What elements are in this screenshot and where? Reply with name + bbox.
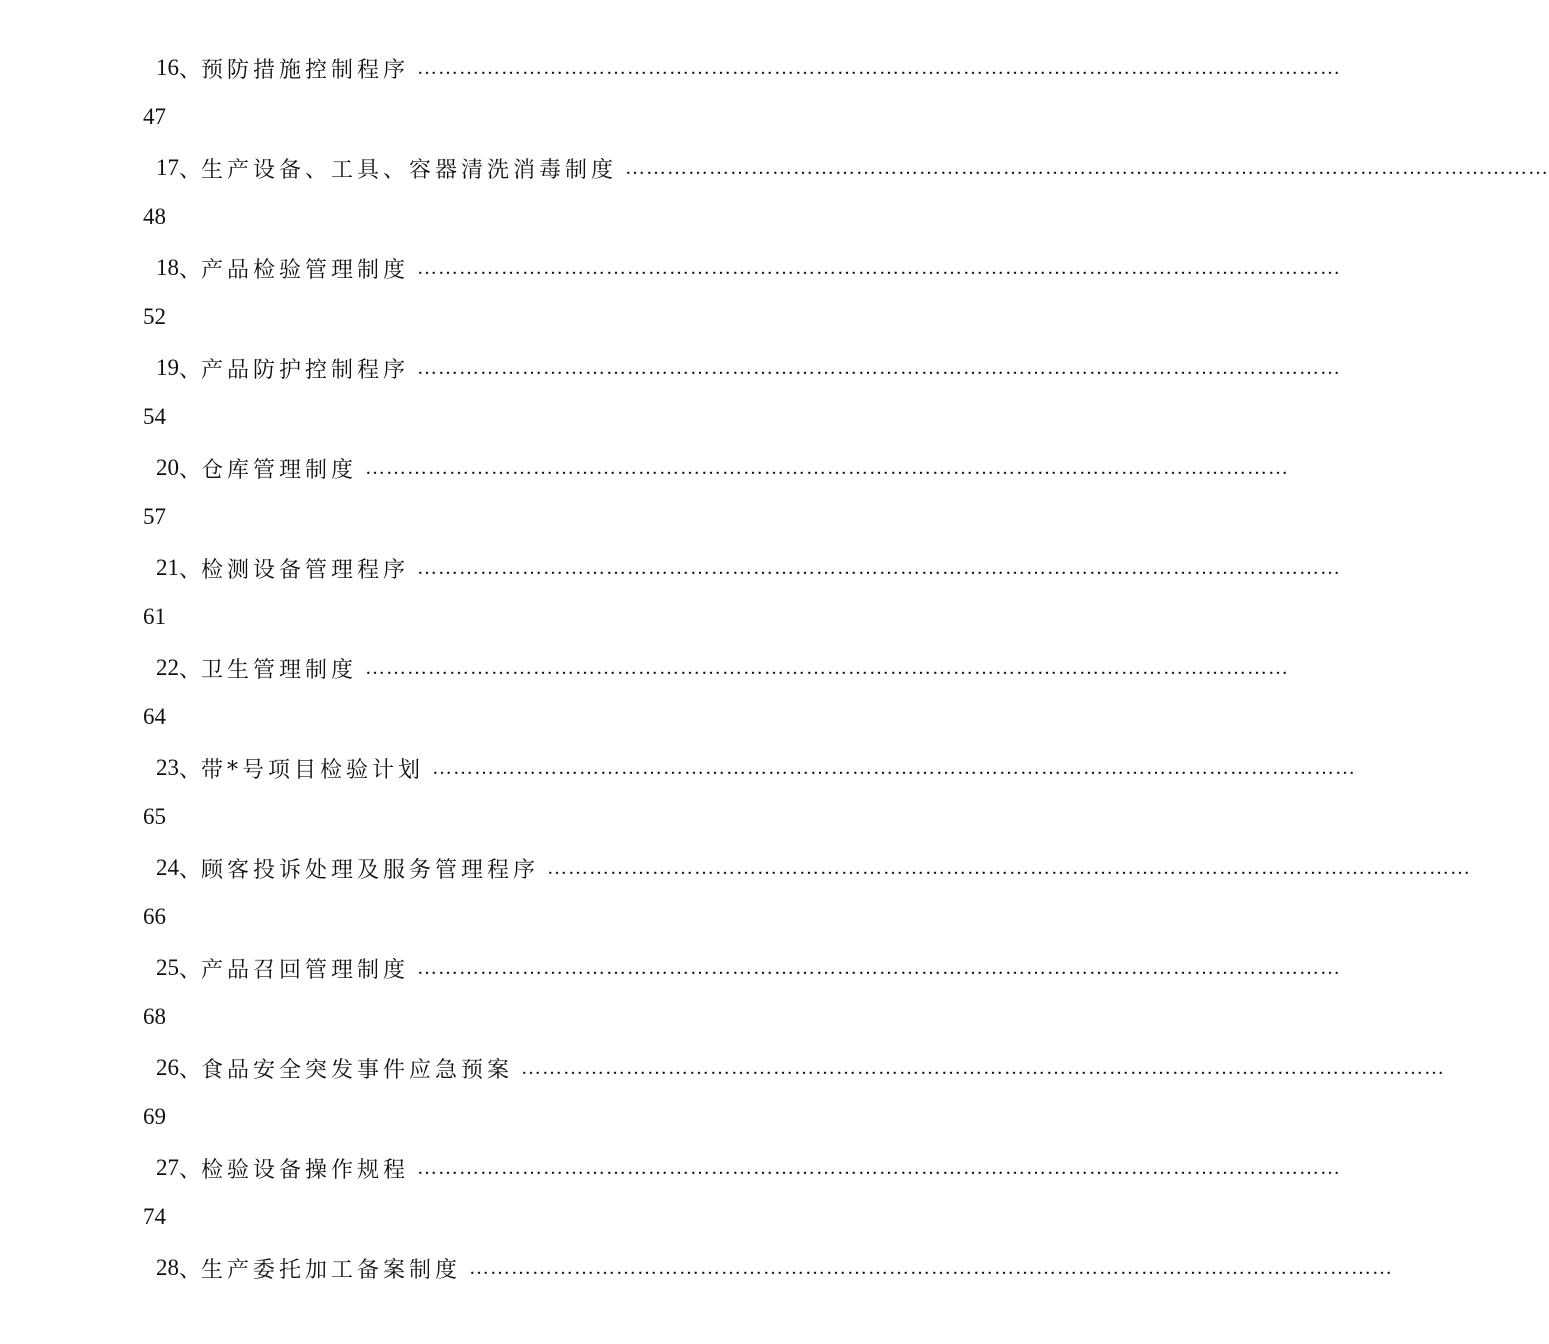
toc-entry-title: 生产设备、工具、容器清洗消毒制度 <box>201 157 618 183</box>
toc-separator: 、 <box>179 857 202 883</box>
toc-entry-title: 检测设备管理程序 <box>201 557 410 583</box>
toc-entry-line <box>156 350 1342 386</box>
toc-entry-number: 28 <box>156 1255 179 1280</box>
toc-dot-leader: …………………………………………………………………………………………………………………… <box>417 256 1342 279</box>
toc-entry[interactable] <box>0 100 1549 229</box>
toc-entry-line <box>156 1150 1342 1186</box>
toc-page-number: 47 <box>143 104 166 129</box>
toc-entry-title: 卫生管理制度 <box>201 657 358 683</box>
toc-entry[interactable] <box>0 0 1342 129</box>
toc-separator: 、 <box>179 757 202 783</box>
toc-page-number: 48 <box>143 204 166 229</box>
toc-entry-line <box>156 250 1342 286</box>
toc-entry-number: 23 <box>156 755 179 780</box>
toc-entry-title: 预防措施控制程序 <box>201 57 410 83</box>
toc-page-number: 74 <box>143 1204 166 1229</box>
toc-entry-title: 生产委托加工备案制度 <box>201 1257 462 1283</box>
toc-separator: 、 <box>179 457 202 483</box>
toc-entry-line <box>156 550 1342 586</box>
toc-entry-title: 产品检验管理制度 <box>201 257 410 283</box>
toc-separator: 、 <box>179 1157 202 1183</box>
toc-entry-title: 产品召回管理制度 <box>201 957 410 983</box>
toc-page-number: 64 <box>143 704 166 729</box>
toc-entry-line <box>156 750 1357 786</box>
toc-entry-title: 产品防护控制程序 <box>201 357 410 383</box>
toc-dot-leader: …………………………………………………………………………………………………………………… <box>521 1056 1446 1079</box>
toc-entry-title: 检验设备操作规程 <box>201 1157 410 1183</box>
toc-separator: 、 <box>179 1257 202 1283</box>
toc-entry-line <box>156 150 1549 186</box>
toc-dot-leader: …………………………………………………………………………………………………………………… <box>417 956 1342 979</box>
toc-entry-number: 16 <box>156 55 179 80</box>
toc-page-number: 54 <box>143 404 166 429</box>
toc-entry-number: 17 <box>156 155 179 180</box>
toc-entry-title: 仓库管理制度 <box>201 457 358 483</box>
toc-entry-number: 24 <box>156 855 179 880</box>
toc-entry-line <box>156 650 1290 686</box>
toc-entry-number: 26 <box>156 1055 179 1080</box>
toc-entry-number: 25 <box>156 955 179 980</box>
toc-entry[interactable] <box>0 1200 1394 1300</box>
toc-entry-title: 顾客投诉处理及服务管理程序 <box>201 857 540 883</box>
toc-page-number: 52 <box>143 304 166 329</box>
toc-page-number: 69 <box>143 1104 166 1129</box>
toc-entry-line <box>156 50 1342 86</box>
toc-dot-leader: …………………………………………………………………………………………………………………… <box>625 156 1549 179</box>
toc-entry[interactable] <box>0 700 1357 829</box>
toc-dot-leader: …………………………………………………………………………………………………………………… <box>469 1256 1394 1279</box>
toc-entry[interactable] <box>0 200 1342 329</box>
toc-page-number: 61 <box>143 604 166 629</box>
toc-separator: 、 <box>179 1057 202 1083</box>
toc-entry[interactable] <box>0 1100 1342 1229</box>
toc-entry-line <box>156 850 1472 886</box>
toc-dot-leader: …………………………………………………………………………………………………………………… <box>432 756 1357 779</box>
toc-entry-number: 18 <box>156 255 179 280</box>
toc-page-number: 57 <box>143 504 166 529</box>
toc-separator: 、 <box>179 57 202 83</box>
toc-dot-leader: …………………………………………………………………………………………………………………… <box>417 56 1342 79</box>
toc-separator: 、 <box>179 657 202 683</box>
toc-entry[interactable] <box>0 800 1472 929</box>
toc-entry[interactable] <box>0 900 1342 1029</box>
toc-dot-leader: …………………………………………………………………………………………………………………… <box>365 656 1290 679</box>
toc-entry-number: 21 <box>156 555 179 580</box>
toc-entry-number: 19 <box>156 355 179 380</box>
toc-entry[interactable] <box>0 300 1342 429</box>
toc-entry-number: 22 <box>156 655 179 680</box>
toc-dot-leader: …………………………………………………………………………………………………………………… <box>365 456 1290 479</box>
toc-entry-number: 20 <box>156 455 179 480</box>
toc-entry-title: 食品安全突发事件应急预案 <box>201 1057 514 1083</box>
toc-separator: 、 <box>179 557 202 583</box>
toc-dot-leader: …………………………………………………………………………………………………………………… <box>547 856 1472 879</box>
toc-entry[interactable] <box>0 600 1290 729</box>
toc-page-number: 65 <box>143 804 166 829</box>
toc-separator: 、 <box>179 957 202 983</box>
toc-dot-leader: …………………………………………………………………………………………………………………… <box>417 556 1342 579</box>
toc-entry-title: 带*号项目检验计划 <box>201 757 425 783</box>
toc-entry-line <box>156 1050 1446 1086</box>
toc-entry[interactable] <box>0 400 1290 529</box>
toc-entry-line <box>156 1250 1394 1286</box>
toc-separator: 、 <box>179 257 202 283</box>
toc-dot-leader: …………………………………………………………………………………………………………………… <box>417 356 1342 379</box>
toc-page-number: 68 <box>143 1004 166 1029</box>
toc-dot-leader: …………………………………………………………………………………………………………………… <box>417 1156 1342 1179</box>
toc-entry-number: 27 <box>156 1155 179 1180</box>
toc-entry-line <box>156 950 1342 986</box>
toc-entry-line <box>156 450 1290 486</box>
toc-entry[interactable] <box>0 1000 1446 1129</box>
toc-page-number: 66 <box>143 904 166 929</box>
toc-separator: 、 <box>179 357 202 383</box>
toc-separator: 、 <box>179 157 202 183</box>
toc-entry[interactable] <box>0 500 1342 629</box>
